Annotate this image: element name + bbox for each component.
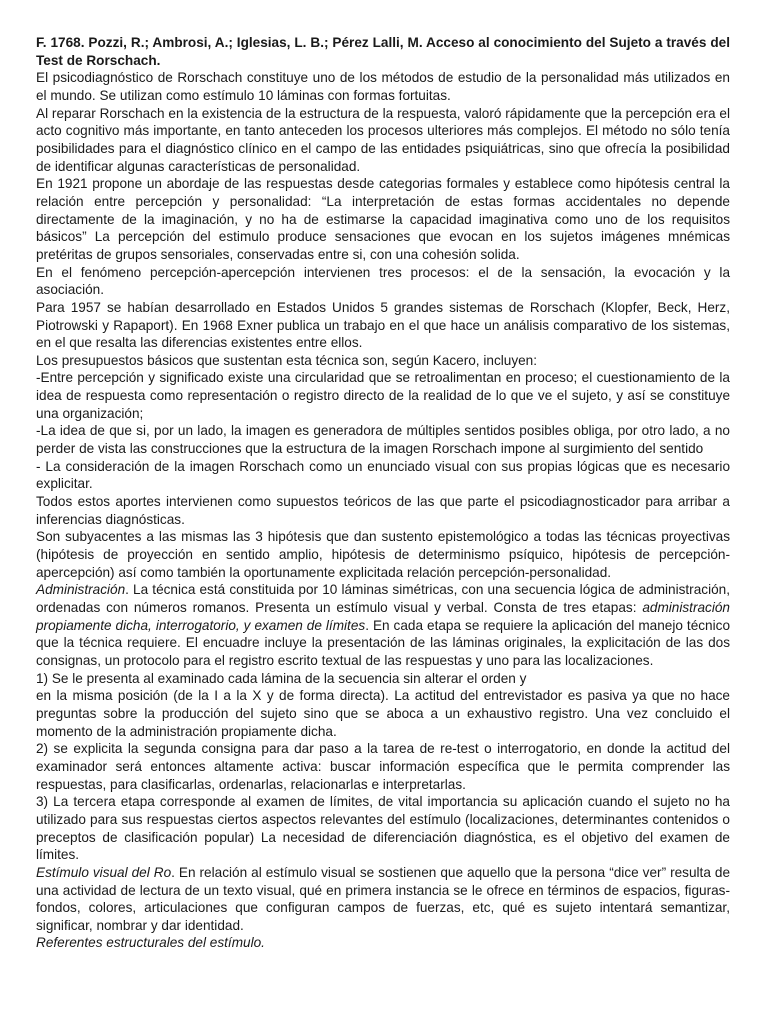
administration-text-a: . La técnica está constituida por 10 láminas simétricas, con una secuencia lógica de administración, ordenadas con números romanos. Presenta un estímulo visual y verbal. Consta de tres etapas: (36, 582, 730, 615)
paragraph-intro: El psicodiagnóstico de Rorschach constituye uno de los métodos de estudio de la personalidad más utilizados en el mundo. Se utilizan como estímulo 10 láminas con formas fortuitas. (36, 70, 730, 103)
administration-text-b: . En cada etapa se requiere la aplicación del manejo técnico que la técnica requiere. El encuadre incluye la presentación de las láminas originales, la explicitación de las dos consignas, un protocolo para el registro escrito textual de las respuestas y uno para las localizaciones. (36, 617, 730, 668)
assumption-item: - La consideración de la imagen Rorschach como un enunciado visual con sus propias lógicas que es necesario explicitar. (36, 458, 730, 492)
step-2: 2) se explicita la segunda consigna para dar paso a la tarea de re-test o interrogatorio, en donde la actitud del examinador será entonces altamente activa: buscar información específica que le permita comprender las respuestas, para clasificarlas, ordenarlas, relacionarlas e interpretarlas. (36, 741, 730, 792)
paragraph-stimulus (36, 864, 730, 935)
assumption-item: -Entre percepción y significado existe una circularidad que se retroalimentan en proceso; el cuestionamiento de la idea de respuesta como representación o registro directo de la realidad de lo que ve el sujeto, y así se constituye una organización; (36, 370, 730, 421)
step-1-detail: en la misma posición (de la I a la X y de forma directa). La actitud del entrevistador es pasiva ya que no hace preguntas sobre la producción del sujeto sino que se aboca a un exhaustivo registro. Una vez concluido el momento de la administración propiamente dicha. (36, 688, 730, 739)
stimulus-label: Estímulo visual del Ro (36, 864, 172, 880)
paragraph-assumptions: Los presupuestos básicos que sustentan esta técnica son, según Kacero, incluyen: (36, 352, 538, 368)
closing-heading-text: Referentes estructurales del estímulo. (36, 935, 265, 951)
document-title: F. 1768. Pozzi, R.; Ambrosi, A.; Iglesias, L. B.; Pérez Lalli, M. Acceso al conocimiento del Sujeto a través del Test de Rorschach. (36, 35, 730, 68)
paragraph-systems: Para 1957 se habían desarrollado en Estados Unidos 5 grandes sistemas de Rorschach (Klopfer, Beck, Herz, Piotrowski y Rapaport). En 1968 Exner publica un trabajo en el que hace un análisis comparativo de los sistemas, en el que resalta las diferencias existentes entre ellos. (36, 299, 730, 351)
administration-label: Administración (36, 582, 126, 598)
closing-heading (36, 934, 730, 952)
stimulus-text: . En relación al estímulo visual se sostienen que aquello que la persona “dice ver” resulta de una actividad de lectura de un texto visual, qué en primera instancia se le ofrece en términos de espacios, figuras-fondos, colores, articulaciones que configuran campos de fuerzas, etc, qué es sujeto intentará semantizar, significar, nombrar y dar identidad. (36, 864, 731, 933)
step-3: 3) La tercera etapa corresponde al examen de límites, de vital importancia su aplicación cuando el sujeto no ha utilizado para sus respuestas ciertos aspectos relevantes del estímulo (localizaciones, determinantes contenidos o preceptos de clasificación popular) La necesidad de diferenciación diagnóstica, es el objetivo del examen de límites. (36, 794, 730, 863)
step-1-intro: 1) Se le presenta al examinado cada lámina de la secuencia sin alterar el orden y (36, 670, 527, 686)
paragraph-1921: En 1921 propone un abordaje de las respuestas desde categorias formales y establece como hipótesis central la relación entre percepción y personalidad: “La interpretación de estas formas accidentales no depende directamente de la imaginación, y no ha de estimarse la capacidad imaginativa como uno de los requisitos básicos” La percepción del estimulo produce sensaciones que evocan en los sujetos imágenes mnémicas pretéritas de grupos sensoriales, conservadas entre si, con una cohesión solida. (36, 176, 730, 262)
paragraph-administration (36, 581, 730, 669)
paragraph-hypotheses: Son subyacentes a las mismas las 3 hipótesis que dan sustento epistemológico a todas las técnicas proyectivas (hipótesis de proyección en sentido amplio, hipótesis de determinismo psíquico, hipótesis de percepción-apercepción) así como también la oportunamente explicitada relación percepción-personalidad. (36, 529, 730, 580)
paragraph-contributions: Todos estos aportes intervienen como supuestos teóricos de las que parte el psicodiagnosticador para arribar a inferencias diagnósticas. (36, 494, 730, 527)
paragraph-processes: En el fenómeno percepción-apercepción intervienen tres procesos: el de la sensación, la evocación y la asociación. (36, 264, 730, 298)
paragraph-structure: Al reparar Rorschach en la existencia de la estructura de la respuesta, valoró rápidamente que la percepción era el acto cognitivo más importante, en tanto anteceden los procesos ulteriores más complejos. El método no sólo tenía posibilidades para el diagnóstico clínico en el campo de las entidades psiquiátricas, sino que ofrecía la posibilidad de identificar algunas características de personalidad. (36, 105, 730, 174)
assumption-item: -La idea de que si, por un lado, la imagen es generadora de múltiples sentidos posibles obliga, por otro lado, a no perder de vista las construcciones que la estructura de la imagen Rorschach impone al surgimiento del sentido (36, 423, 730, 457)
administration-stages: administración propiamente dicha, interrogatorio, y examen de límites (36, 600, 730, 633)
